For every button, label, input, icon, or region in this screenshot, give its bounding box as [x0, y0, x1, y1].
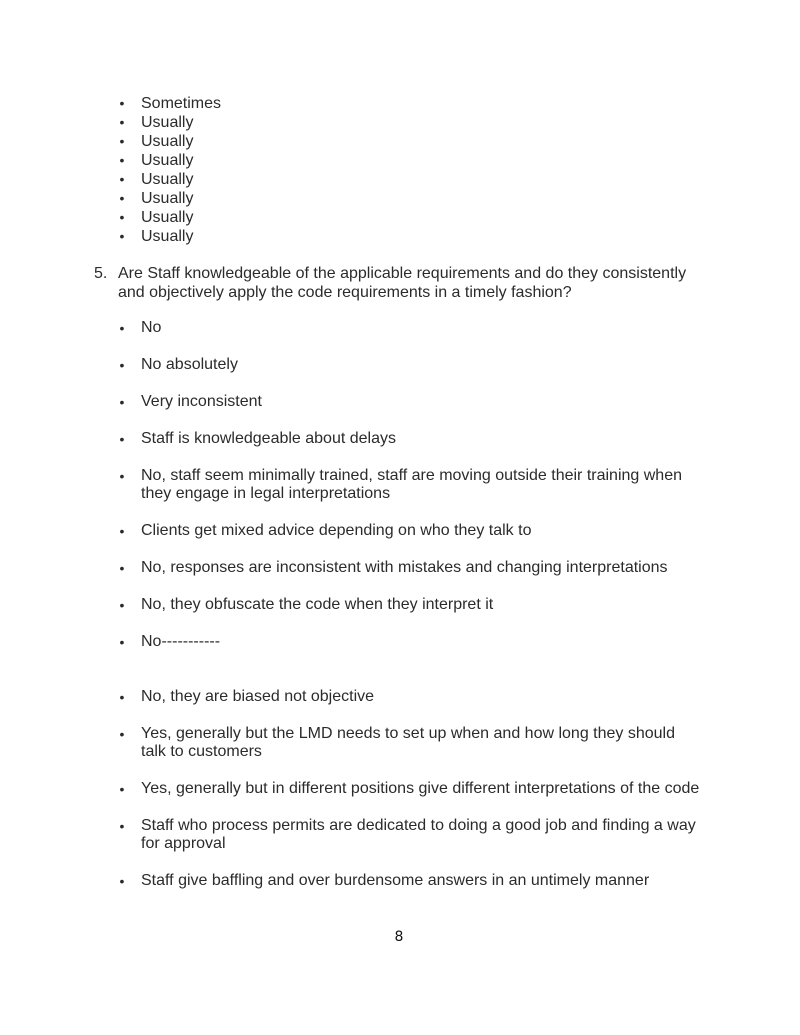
- list-item: • Staff give baffling and over burdensome answers in an untimely manner: [0, 872, 800, 890]
- bullet-icon: •: [119, 781, 125, 797]
- bullet-icon: •: [119, 133, 125, 149]
- bullet-icon: •: [119, 152, 125, 168]
- bullet-icon: •: [119, 114, 125, 130]
- bullet-icon: •: [119, 95, 125, 111]
- list-item: • No, responses are inconsistent with mistakes and changing interpretations: [0, 559, 800, 577]
- list-item: • Usually: [0, 151, 800, 170]
- list-item: • Usually: [0, 227, 800, 246]
- bullet-icon: •: [119, 597, 125, 613]
- bullet-icon: •: [119, 357, 125, 373]
- bullet-icon: •: [119, 394, 125, 410]
- bullet-icon: •: [119, 190, 125, 206]
- list-item: • Yes, generally but in different positions give different interpretations of the code: [0, 780, 800, 798]
- list-item: • No, staff seem minimally trained, staff are moving outside their training when they engage in legal interpretations: [0, 467, 800, 503]
- list-item: • Usually: [0, 189, 800, 208]
- bullet-icon: •: [119, 873, 125, 889]
- bullet-icon: •: [119, 818, 125, 834]
- bullet-icon: •: [119, 634, 125, 650]
- bullet-icon: •: [119, 209, 125, 225]
- list-item: • Usually: [0, 170, 800, 189]
- question-text: Are Staff knowledgeable of the applicable requirements and do they consistently and objectively apply the code requirements in a timely fashion?: [118, 265, 687, 301]
- bullet-icon: •: [119, 228, 125, 244]
- bullet-icon: •: [119, 560, 125, 576]
- list-item: • Usually: [0, 208, 800, 227]
- list-item: • No: [0, 319, 800, 337]
- list-item: • No absolutely: [0, 356, 800, 374]
- list-item: • Clients get mixed advice depending on who they talk to: [0, 522, 800, 540]
- bullet-icon: •: [119, 171, 125, 187]
- list-item: • No, they obfuscate the code when they interpret it: [0, 596, 800, 614]
- question-number: 5.: [94, 265, 108, 282]
- bullet-icon: •: [119, 468, 125, 484]
- top-bullet-list: [0, 94, 800, 246]
- list-item: • No-----------: [0, 633, 800, 651]
- bullet-icon: •: [119, 726, 125, 742]
- answers-list: [0, 319, 800, 909]
- list-item: • Staff is knowledgeable about delays: [0, 430, 800, 448]
- list-item: • No, they are biased not objective: [0, 688, 800, 706]
- bullet-icon: •: [119, 320, 125, 336]
- bullet-icon: •: [119, 431, 125, 447]
- page-number: 8: [394, 929, 404, 945]
- list-item: • Yes, generally but the LMD needs to set up when and how long they should talk to customers: [0, 725, 800, 761]
- bullet-icon: •: [119, 523, 125, 539]
- list-item: • Very inconsistent: [0, 393, 800, 411]
- list-item: • Sometimes: [0, 94, 800, 113]
- list-item: • Usually: [0, 132, 800, 151]
- list-item: • Staff who process permits are dedicated to doing a good job and finding a way for approval: [0, 817, 800, 853]
- bullet-icon: •: [119, 689, 125, 705]
- list-item: • Usually: [0, 113, 800, 132]
